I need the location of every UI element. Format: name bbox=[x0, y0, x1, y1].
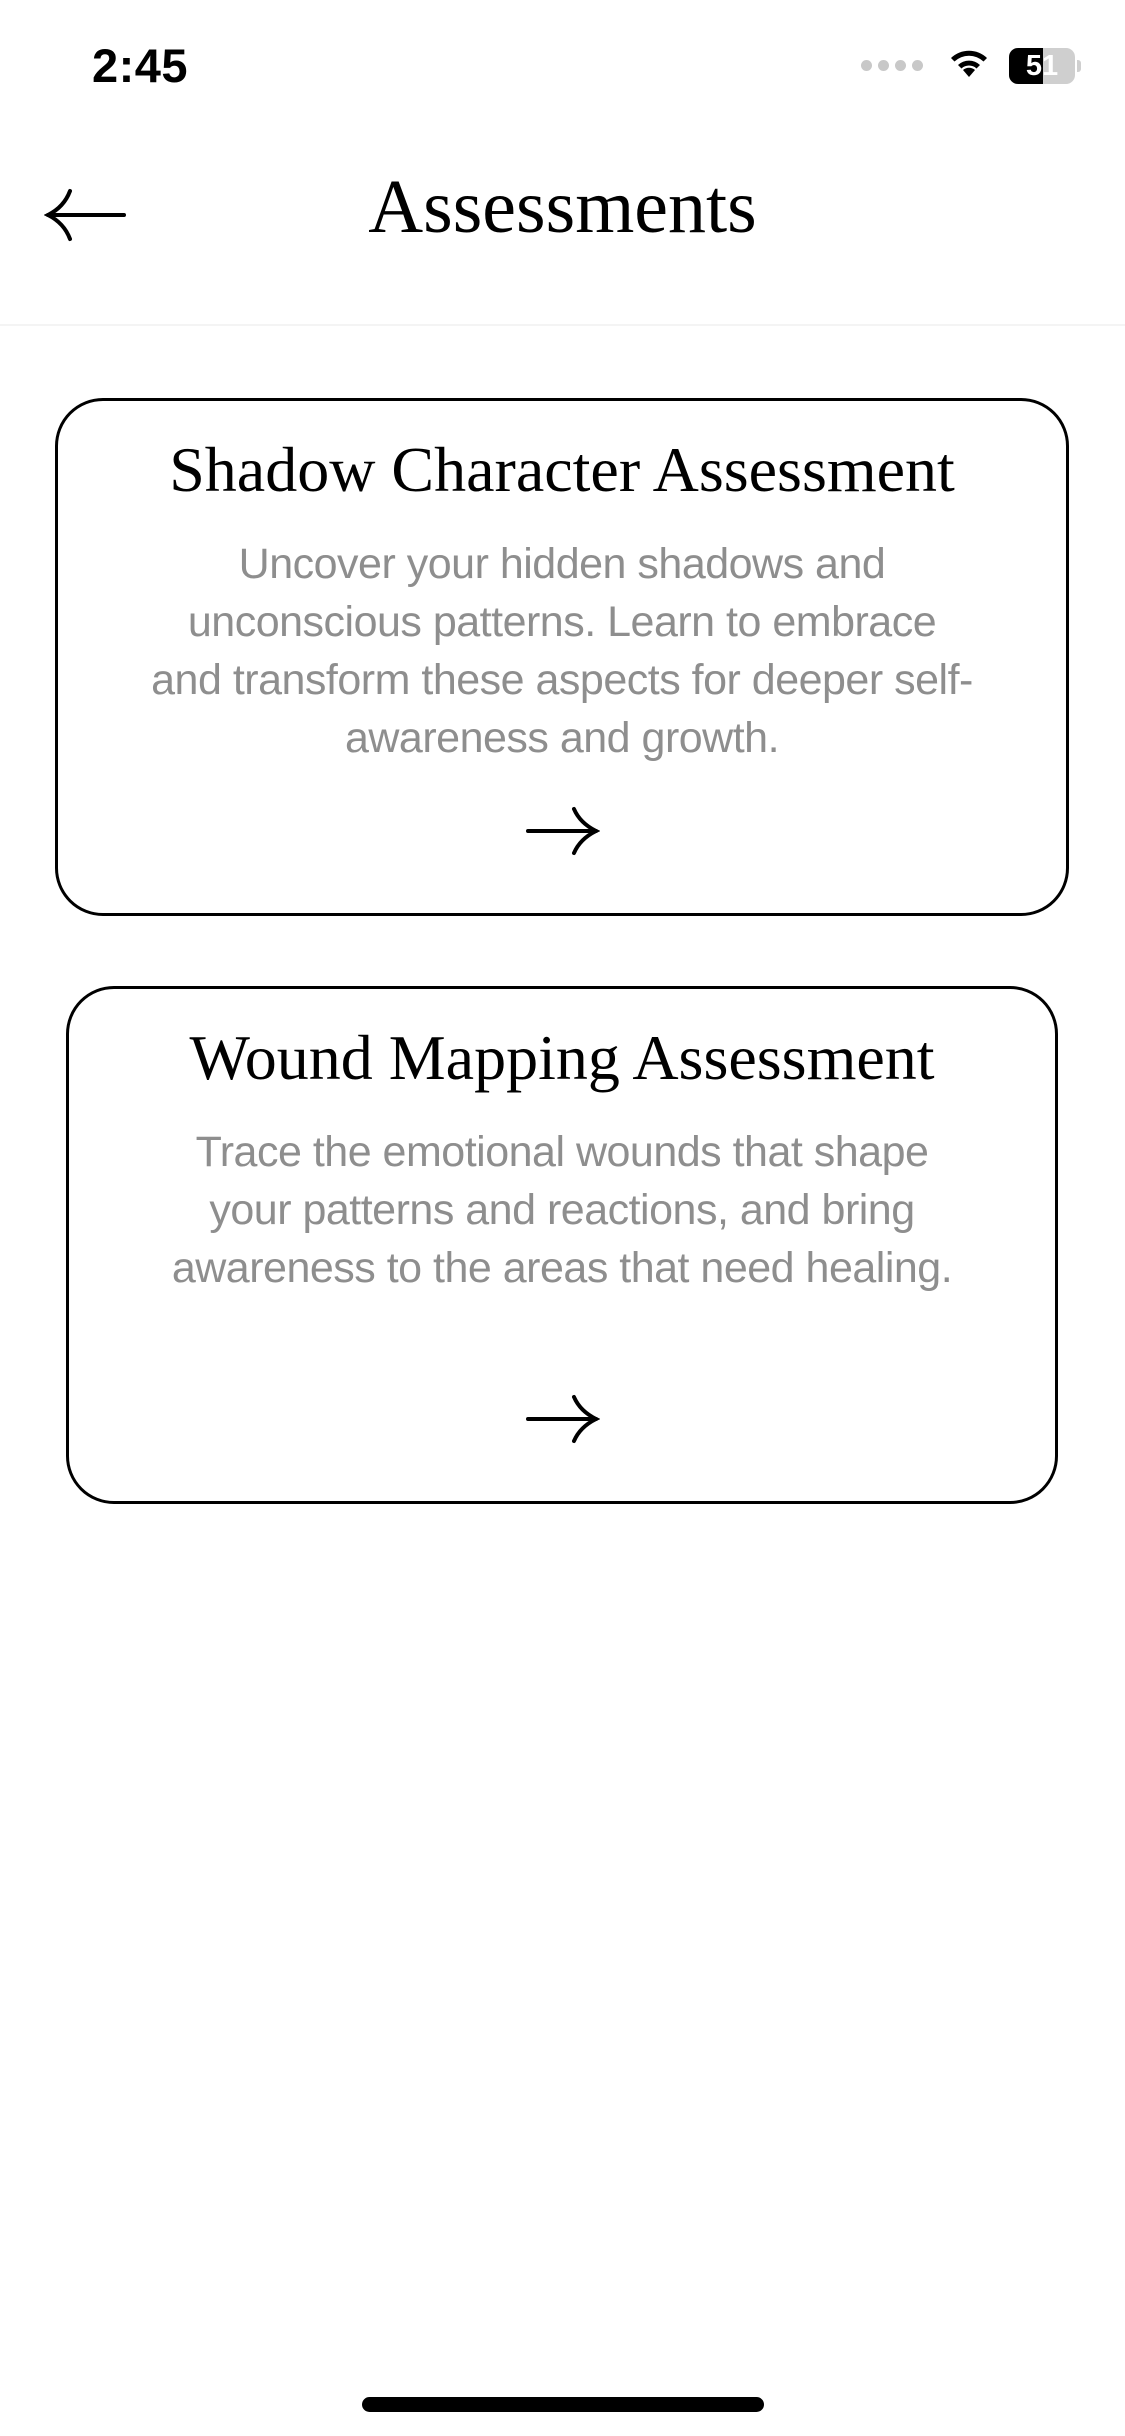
home-indicator[interactable] bbox=[362, 2397, 764, 2412]
battery-icon bbox=[1009, 48, 1081, 84]
card-title: Shadow Character Assessment bbox=[169, 434, 955, 505]
cellular-dots-icon bbox=[861, 60, 923, 71]
battery-level: 51 bbox=[1025, 49, 1059, 82]
arrow-right-icon[interactable] bbox=[524, 803, 600, 859]
wifi-icon bbox=[947, 46, 991, 85]
card-description: Uncover your hidden shadows and unconscious patterns. Learn to embrace and transform these aspects for deeper self-awareness and growth. bbox=[151, 540, 973, 762]
card-title: Wound Mapping Assessment bbox=[189, 1022, 935, 1093]
status-time: 2:45 bbox=[92, 39, 189, 92]
status-bar bbox=[0, 0, 1125, 132]
page-title: Assessments bbox=[368, 165, 757, 249]
status-icons bbox=[861, 46, 1081, 85]
arrow-right-icon[interactable] bbox=[524, 1391, 600, 1447]
header bbox=[0, 132, 1125, 326]
wound-mapping-assessment-card[interactable] bbox=[66, 986, 1058, 1504]
shadow-character-assessment-card[interactable] bbox=[55, 398, 1069, 916]
card-description: Trace the emotional wounds that shape your patterns and reactions, and bring awareness to the areas that need healing. bbox=[171, 1128, 953, 1292]
